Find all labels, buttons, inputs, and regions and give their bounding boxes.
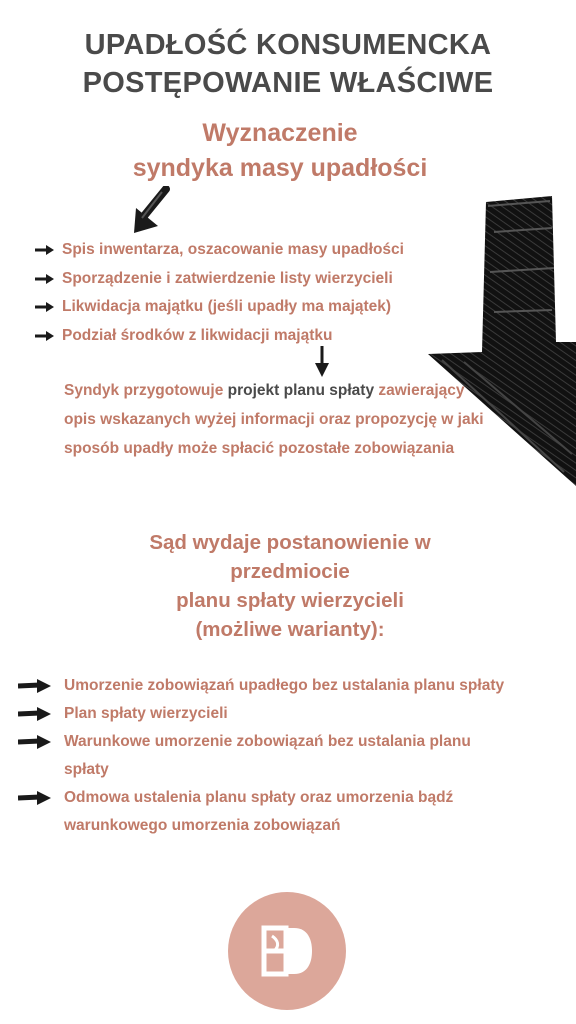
list-item — [0, 236, 576, 265]
section-heading-line-4: (możliwe warianty): — [195, 618, 385, 641]
step-label: Likwidacja majątku (jeśli upadły ma majątek) — [62, 298, 392, 315]
page-subtitle — [60, 116, 500, 186]
page-title-line-1: UPADŁOŚĆ KONSUMENCKA — [84, 29, 492, 61]
list-item — [0, 784, 576, 840]
right-arrow-icon — [35, 244, 55, 256]
plan-note-highlight: projekt planu spłaty — [227, 382, 375, 399]
step-label: Podział środków z likwidacji majątku — [62, 326, 333, 344]
plan-note-text: Syndyk przygotowuje — [64, 382, 228, 399]
page-subtitle-line-1: Wyznaczenie — [202, 119, 358, 147]
list-item — [0, 293, 576, 322]
right-arrow-icon — [18, 706, 52, 722]
right-arrow-icon — [18, 678, 52, 694]
variants-list — [0, 672, 576, 840]
brand-logo-icon — [260, 924, 314, 978]
page-title — [0, 26, 576, 102]
page-title-line-2: POSTĘPOWANIE WŁAŚCIWE — [82, 67, 494, 99]
down-left-arrow-icon — [128, 186, 172, 236]
brand-logo — [228, 892, 346, 1010]
list-item — [0, 672, 576, 700]
variant-label: Odmowa ustalenia planu spłaty oraz umorzenia bądź warunkowego umorzenia zobowiązań — [64, 789, 454, 834]
list-item — [0, 728, 576, 784]
plan-note-text-rest: zawierający opis wskazanych wyżej informacji oraz propozycję w jaki sposób upadły może spłacić pozostałe zobowiązania — [64, 382, 484, 457]
variant-label: Plan spłaty wierzycieli — [64, 705, 228, 722]
section-heading-line-3: planu spłaty wierzycieli — [176, 589, 404, 612]
step-label: Sporządzenie i zatwierdzenie listy wierzycieli — [62, 269, 393, 287]
right-arrow-icon — [18, 734, 52, 750]
list-item — [0, 265, 576, 294]
right-arrow-icon — [35, 273, 55, 285]
section-heading — [90, 528, 490, 644]
down-arrow-small-icon — [313, 346, 331, 378]
variant-label: Warunkowe umorzenie zobowiązań bez ustalania planu spłaty — [64, 733, 471, 778]
right-arrow-icon — [18, 790, 52, 806]
page-subtitle-line-2: syndyka masy upadłości — [132, 154, 428, 182]
variant-label: Umorzenie zobowiązań upadłego bez ustalania planu spłaty — [64, 677, 505, 694]
list-item — [0, 700, 576, 728]
steps-list — [0, 236, 576, 350]
list-item — [0, 322, 576, 351]
section-heading-line-1: Sąd wydaje postanowienie w — [149, 531, 431, 554]
step-label: Spis inwentarza, oszacowanie masy upadłości — [62, 241, 404, 258]
right-arrow-icon — [35, 301, 55, 313]
section-heading-line-2: przedmiocie — [230, 560, 350, 583]
right-arrow-icon — [35, 330, 55, 342]
plan-note — [64, 376, 484, 463]
